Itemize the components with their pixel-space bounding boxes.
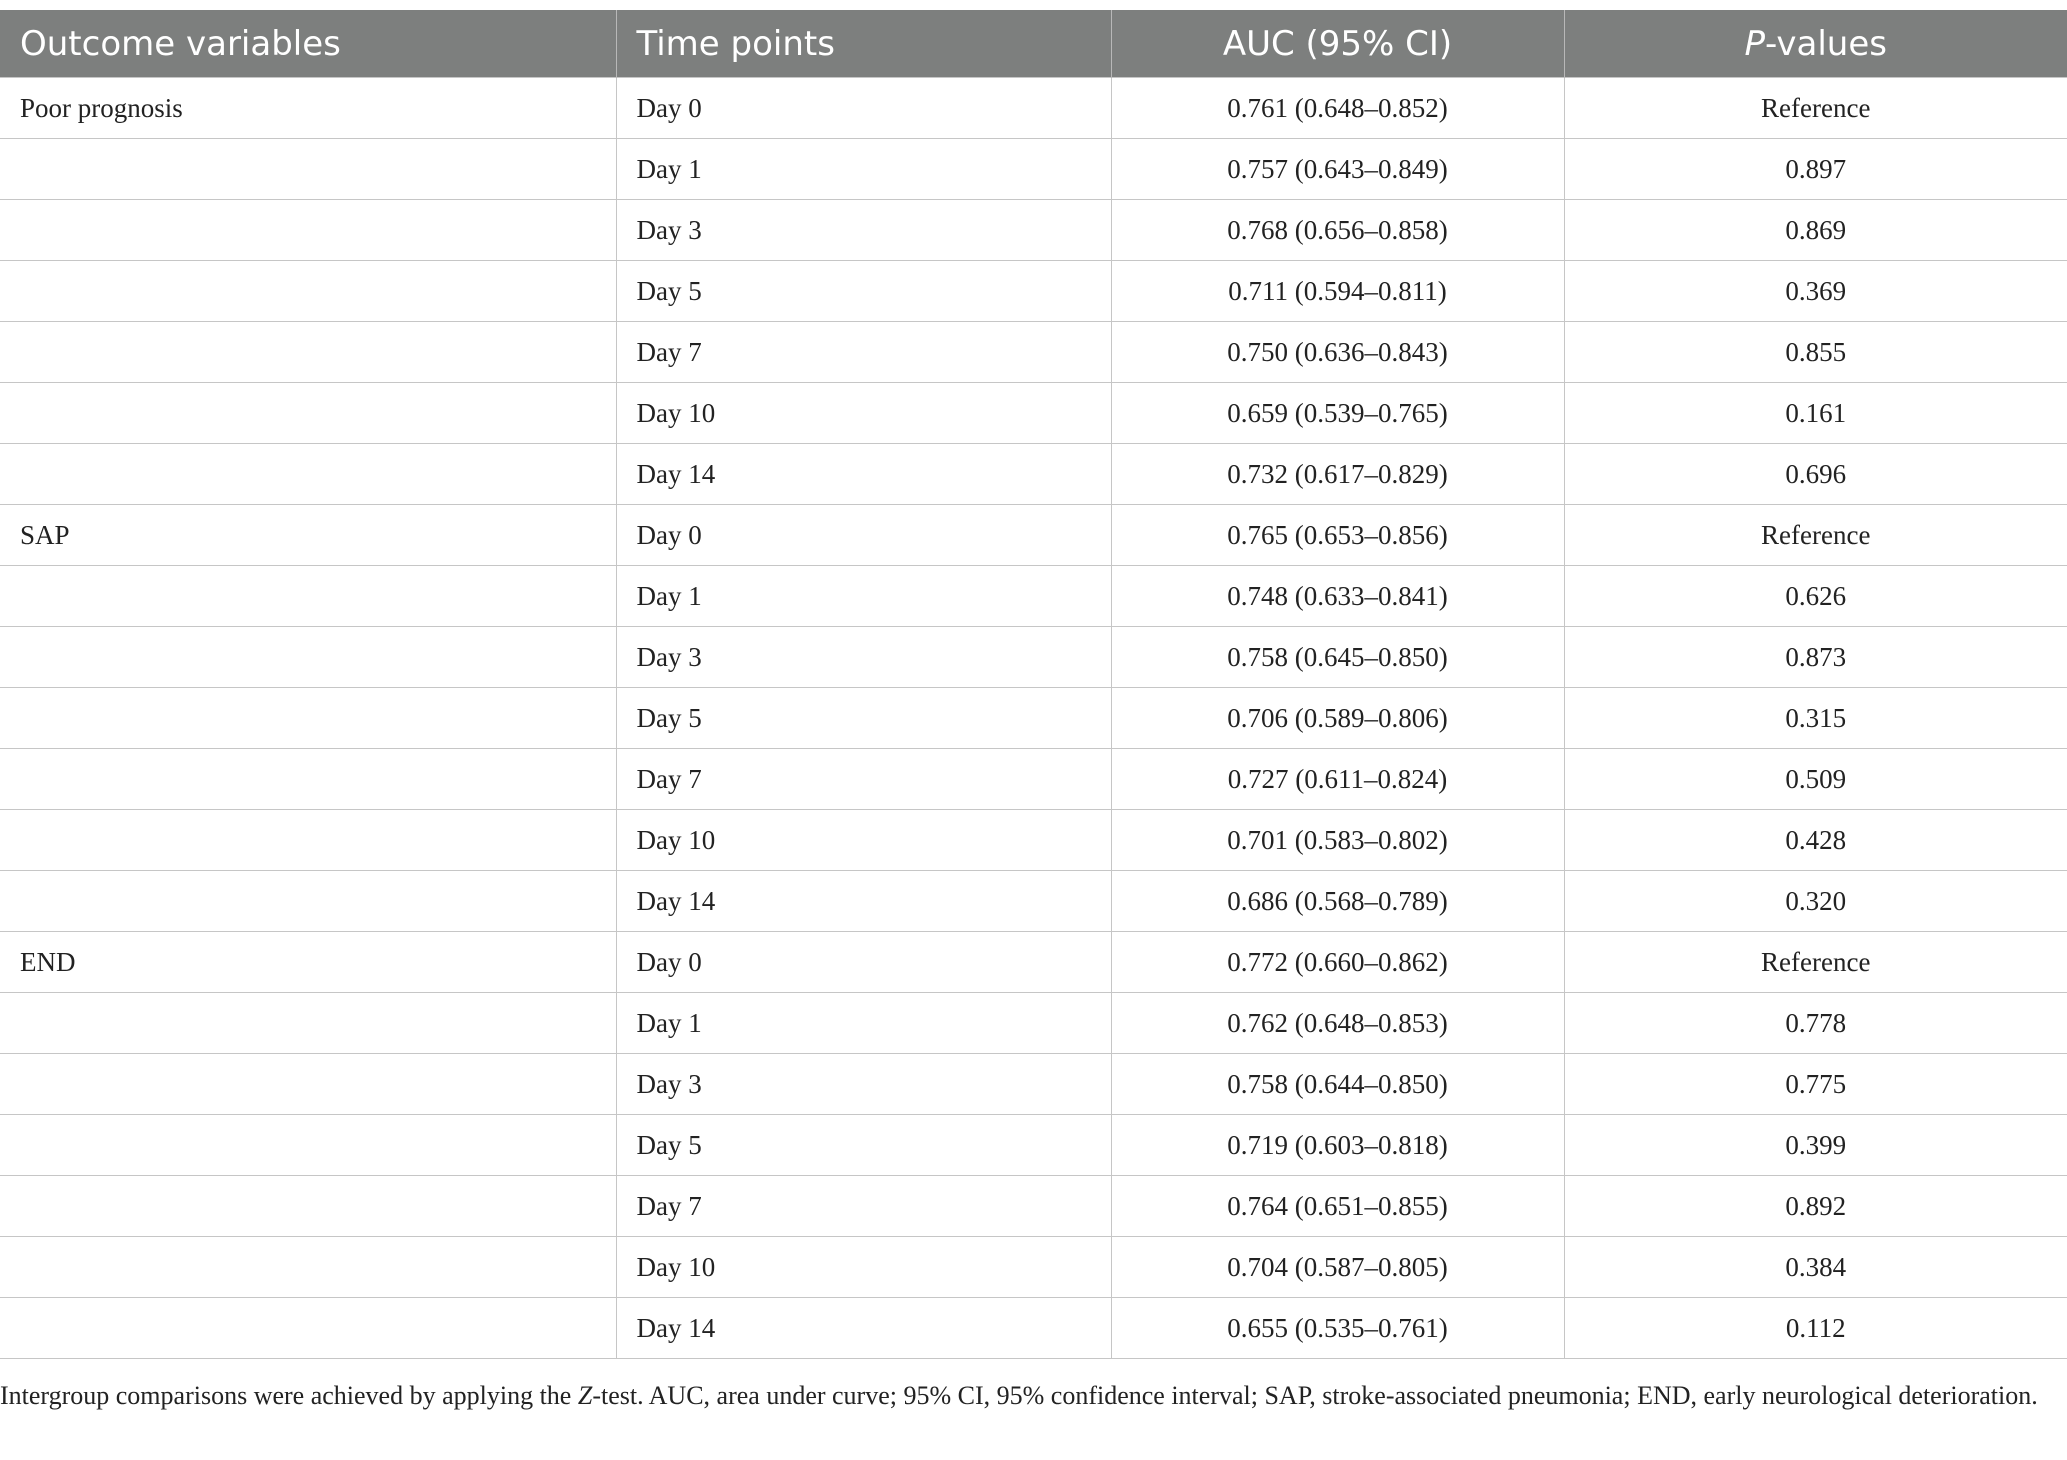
- table-row: [0, 566, 2067, 627]
- cell-auc: 0.727 (0.611–0.824): [1111, 749, 1564, 810]
- cell-auc: 0.732 (0.617–0.829): [1111, 444, 1564, 505]
- cell-time-point: Day 10: [616, 1237, 1111, 1298]
- cell-outcome: [0, 261, 616, 322]
- table-row: [0, 1298, 2067, 1359]
- header-time-points: Time points: [616, 10, 1111, 78]
- cell-auc: 0.655 (0.535–0.761): [1111, 1298, 1564, 1359]
- table-row: [0, 810, 2067, 871]
- cell-auc: 0.772 (0.660–0.862): [1111, 932, 1564, 993]
- cell-time-point: Day 5: [616, 261, 1111, 322]
- cell-time-point: Day 7: [616, 322, 1111, 383]
- cell-p-value: 0.778: [1564, 993, 2067, 1054]
- cell-outcome: SAP: [0, 505, 616, 566]
- cell-p-value: Reference: [1564, 932, 2067, 993]
- cell-auc: 0.757 (0.643–0.849): [1111, 139, 1564, 200]
- cell-outcome: [0, 1176, 616, 1237]
- cell-auc: 0.762 (0.648–0.853): [1111, 993, 1564, 1054]
- cell-auc: 0.706 (0.589–0.806): [1111, 688, 1564, 749]
- cell-p-value: 0.315: [1564, 688, 2067, 749]
- table-row: [0, 1054, 2067, 1115]
- cell-auc: 0.711 (0.594–0.811): [1111, 261, 1564, 322]
- cell-outcome: END: [0, 932, 616, 993]
- cell-outcome: [0, 871, 616, 932]
- cell-time-point: Day 5: [616, 1115, 1111, 1176]
- cell-auc: 0.768 (0.656–0.858): [1111, 200, 1564, 261]
- cell-time-point: Day 0: [616, 932, 1111, 993]
- cell-outcome: [0, 444, 616, 505]
- cell-time-point: Day 14: [616, 1298, 1111, 1359]
- cell-p-value: 0.696: [1564, 444, 2067, 505]
- header-p-values: [1564, 10, 2067, 78]
- cell-auc: 0.758 (0.644–0.850): [1111, 1054, 1564, 1115]
- cell-time-point: Day 7: [616, 1176, 1111, 1237]
- cell-outcome: [0, 200, 616, 261]
- table-row: [0, 139, 2067, 200]
- cell-time-point: Day 0: [616, 78, 1111, 139]
- table-row: [0, 627, 2067, 688]
- cell-outcome: Poor prognosis: [0, 78, 616, 139]
- cell-outcome: [0, 1298, 616, 1359]
- cell-p-value: 0.509: [1564, 749, 2067, 810]
- cell-outcome: [0, 627, 616, 688]
- cell-auc: 0.765 (0.653–0.856): [1111, 505, 1564, 566]
- footnote-text-1: Intergroup comparisons were achieved by applying the: [0, 1381, 578, 1410]
- footnote-z-italic: Z: [577, 1381, 593, 1410]
- cell-p-value: 0.399: [1564, 1115, 2067, 1176]
- cell-outcome: [0, 993, 616, 1054]
- cell-time-point: Day 5: [616, 688, 1111, 749]
- cell-time-point: Day 0: [616, 505, 1111, 566]
- table-row: [0, 932, 2067, 993]
- cell-auc: 0.686 (0.568–0.789): [1111, 871, 1564, 932]
- cell-p-value: 0.855: [1564, 322, 2067, 383]
- cell-time-point: Day 1: [616, 993, 1111, 1054]
- cell-outcome: [0, 688, 616, 749]
- table-row: [0, 444, 2067, 505]
- table-row: [0, 78, 2067, 139]
- table-row: [0, 1176, 2067, 1237]
- cell-auc: 0.761 (0.648–0.852): [1111, 78, 1564, 139]
- cell-p-value: Reference: [1564, 78, 2067, 139]
- table-header: [0, 10, 2067, 78]
- table-footnote: [0, 1377, 2040, 1415]
- table-row: [0, 505, 2067, 566]
- cell-auc: 0.701 (0.583–0.802): [1111, 810, 1564, 871]
- table-row: [0, 688, 2067, 749]
- cell-time-point: Day 3: [616, 627, 1111, 688]
- cell-auc: 0.750 (0.636–0.843): [1111, 322, 1564, 383]
- cell-outcome: [0, 1054, 616, 1115]
- cell-p-value: 0.775: [1564, 1054, 2067, 1115]
- cell-outcome: [0, 1115, 616, 1176]
- cell-time-point: Day 1: [616, 566, 1111, 627]
- cell-p-value: 0.320: [1564, 871, 2067, 932]
- cell-auc: 0.764 (0.651–0.855): [1111, 1176, 1564, 1237]
- cell-time-point: Day 3: [616, 1054, 1111, 1115]
- header-p-rest: -values: [1765, 23, 1887, 64]
- cell-time-point: Day 10: [616, 810, 1111, 871]
- table-row: [0, 200, 2067, 261]
- cell-p-value: 0.869: [1564, 200, 2067, 261]
- cell-p-value: 0.626: [1564, 566, 2067, 627]
- table-row: [0, 1237, 2067, 1298]
- cell-auc: 0.758 (0.645–0.850): [1111, 627, 1564, 688]
- cell-p-value: 0.112: [1564, 1298, 2067, 1359]
- header-p-italic: P: [1744, 23, 1766, 64]
- table-row: [0, 993, 2067, 1054]
- results-table: [0, 10, 2067, 1359]
- cell-p-value: 0.897: [1564, 139, 2067, 200]
- cell-p-value: Reference: [1564, 505, 2067, 566]
- cell-p-value: 0.428: [1564, 810, 2067, 871]
- cell-outcome: [0, 139, 616, 200]
- cell-time-point: Day 14: [616, 444, 1111, 505]
- cell-p-value: 0.892: [1564, 1176, 2067, 1237]
- table-row: [0, 871, 2067, 932]
- cell-time-point: Day 14: [616, 871, 1111, 932]
- cell-auc: 0.719 (0.603–0.818): [1111, 1115, 1564, 1176]
- cell-p-value: 0.384: [1564, 1237, 2067, 1298]
- table-row: [0, 261, 2067, 322]
- cell-outcome: [0, 383, 616, 444]
- cell-time-point: Day 1: [616, 139, 1111, 200]
- footnote-text-2: -test. AUC, area under curve; 95% CI, 95% confidence interval; SAP, stroke-associated pneumonia; END, early neurological deterioration.: [592, 1381, 2038, 1410]
- cell-outcome: [0, 810, 616, 871]
- cell-outcome: [0, 566, 616, 627]
- cell-auc: 0.748 (0.633–0.841): [1111, 566, 1564, 627]
- cell-auc: 0.659 (0.539–0.765): [1111, 383, 1564, 444]
- cell-p-value: 0.369: [1564, 261, 2067, 322]
- table-row: [0, 749, 2067, 810]
- table-row: [0, 383, 2067, 444]
- cell-time-point: Day 7: [616, 749, 1111, 810]
- cell-auc: 0.704 (0.587–0.805): [1111, 1237, 1564, 1298]
- cell-outcome: [0, 1237, 616, 1298]
- cell-time-point: Day 10: [616, 383, 1111, 444]
- cell-time-point: Day 3: [616, 200, 1111, 261]
- cell-p-value: 0.161: [1564, 383, 2067, 444]
- cell-outcome: [0, 322, 616, 383]
- cell-p-value: 0.873: [1564, 627, 2067, 688]
- header-outcome-variables: Outcome variables: [0, 10, 616, 78]
- table-body: [0, 78, 2067, 1359]
- table-row: [0, 1115, 2067, 1176]
- header-auc: AUC (95% CI): [1111, 10, 1564, 78]
- table-row: [0, 322, 2067, 383]
- cell-outcome: [0, 749, 616, 810]
